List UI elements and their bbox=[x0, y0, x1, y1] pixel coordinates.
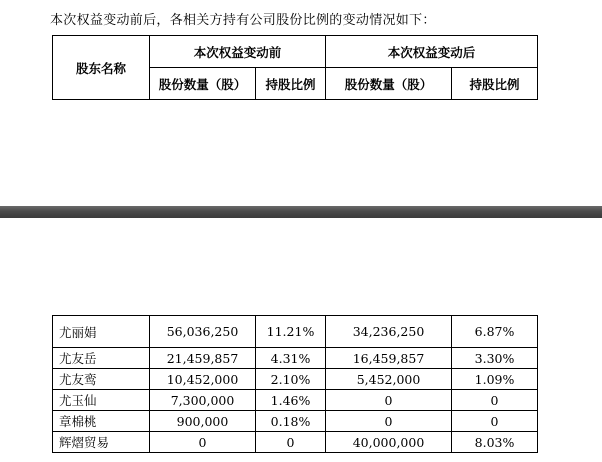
cell-ratio-after: 6.87% bbox=[452, 316, 538, 348]
header-after-change: 本次权益变动后 bbox=[326, 36, 538, 68]
cell-ratio-after: 0 bbox=[452, 390, 538, 411]
table-row bbox=[53, 348, 538, 369]
cell-shareholder-name: 尤友鸾 bbox=[53, 369, 150, 390]
cell-shareholder-name: 辉熠贸易 bbox=[53, 432, 150, 453]
cell-shares-after: 16,459,857 bbox=[326, 348, 452, 369]
table-row bbox=[53, 316, 538, 348]
cell-shares-after: 5,452,000 bbox=[326, 369, 452, 390]
cell-shares-before: 56,036,250 bbox=[150, 316, 256, 348]
header-shares-after: 股份数量（股） bbox=[326, 68, 452, 100]
cell-ratio-after: 1.09% bbox=[452, 369, 538, 390]
cell-ratio-before: 4.31% bbox=[256, 348, 326, 369]
cell-shares-before: 7,300,000 bbox=[150, 390, 256, 411]
cell-ratio-before: 11.21% bbox=[256, 316, 326, 348]
cell-shareholder-name: 章棉桃 bbox=[53, 411, 150, 432]
cell-ratio-after: 3.30% bbox=[452, 348, 538, 369]
cell-ratio-before: 0 bbox=[256, 432, 326, 453]
cell-shares-before: 10,452,000 bbox=[150, 369, 256, 390]
table-row bbox=[53, 411, 538, 432]
cell-shares-after: 0 bbox=[326, 411, 452, 432]
table-body bbox=[53, 316, 538, 453]
cell-ratio-before: 1.46% bbox=[256, 390, 326, 411]
cell-ratio-before: 0.18% bbox=[256, 411, 326, 432]
shareholding-table-header bbox=[52, 35, 538, 100]
header-ratio-after: 持股比例 bbox=[452, 68, 538, 100]
cell-ratio-after: 0 bbox=[452, 411, 538, 432]
shareholding-table-body bbox=[52, 315, 538, 453]
cell-shareholder-name: 尤玉仙 bbox=[53, 390, 150, 411]
table-row bbox=[53, 390, 538, 411]
header-before-change: 本次权益变动前 bbox=[150, 36, 326, 68]
table-row bbox=[53, 369, 538, 390]
header-shareholder-name: 股东名称 bbox=[53, 36, 150, 100]
cell-shares-after: 34,236,250 bbox=[326, 316, 452, 348]
cell-shares-before: 900,000 bbox=[150, 411, 256, 432]
cell-shareholder-name: 尤友岳 bbox=[53, 348, 150, 369]
cell-shares-after: 40,000,000 bbox=[326, 432, 452, 453]
page-break-divider bbox=[0, 206, 602, 218]
cell-shares-before: 0 bbox=[150, 432, 256, 453]
header-ratio-before: 持股比例 bbox=[256, 68, 326, 100]
intro-paragraph: 本次权益变动前后，各相关方持有公司股份比例的变动情况如下： bbox=[50, 13, 436, 28]
table-row bbox=[53, 432, 538, 453]
cell-shares-before: 21,459,857 bbox=[150, 348, 256, 369]
cell-ratio-after: 8.03% bbox=[452, 432, 538, 453]
header-shares-before: 股份数量（股） bbox=[150, 68, 256, 100]
cell-ratio-before: 2.10% bbox=[256, 369, 326, 390]
cell-shares-after: 0 bbox=[326, 390, 452, 411]
cell-shareholder-name: 尤丽娟 bbox=[53, 316, 150, 348]
